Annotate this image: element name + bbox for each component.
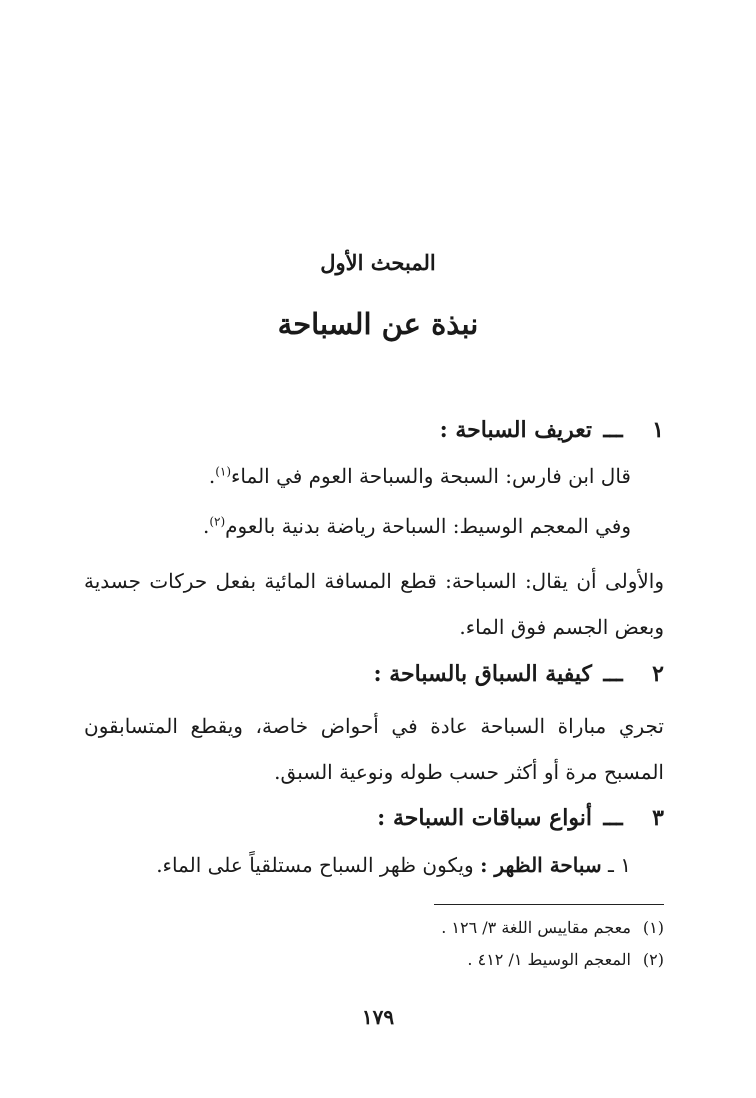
page-number: ١٧٩ — [361, 1005, 395, 1029]
body-paragraph: والأولى أن يقال: السباحة: قطع المسافة المائية بفعل حركات جسدية وبعض الجسم فوق الماء. — [84, 569, 664, 639]
section-number: ١ — [652, 417, 664, 443]
section-dash: ـــ — [603, 805, 623, 831]
section-1-heading — [440, 417, 664, 443]
item-text: ويكون ظهر السباح مستلقياً على الماء. — [156, 853, 474, 877]
footnote-number: (٢) — [642, 950, 664, 969]
footnote-text: معجم مقاييس اللغة ٣/ ١٢٦ . — [441, 918, 631, 937]
section-2-heading — [373, 661, 664, 687]
section-dash: ـــ — [603, 661, 623, 687]
page-title: نبذة عن السباحة — [277, 307, 479, 341]
body-paragraph: تجري مباراة السباحة عادة في أحواض خاصة، ويقطع المتسابقون المسبح مرة أو أكثر حسب طوله ونوعية السبق. — [84, 714, 664, 784]
subsection-item — [156, 853, 631, 877]
definition-line — [209, 464, 631, 488]
definition-text: وفي المعجم الوسيط: السباحة رياضة بدنية بالعوم — [225, 514, 631, 538]
footnote-number: (١) — [642, 918, 664, 937]
section-title: أنواع سباقات السباحة : — [377, 805, 592, 831]
definition-line — [203, 514, 631, 538]
footnote-ref: (٢) — [209, 514, 226, 529]
footnote — [467, 950, 664, 969]
footnote — [441, 918, 664, 937]
section-number: ٣ — [652, 805, 664, 831]
item-dash: ـ — [608, 853, 614, 877]
section-title: تعريف السباحة : — [439, 417, 592, 443]
footnote-ref: (١) — [215, 464, 232, 479]
sentence-end: . — [208, 464, 216, 488]
section-dash: ـــ — [603, 417, 623, 443]
section-number: ٢ — [652, 661, 664, 687]
item-number: ١ — [620, 853, 631, 877]
section-title: كيفية السباق بالسباحة : — [373, 661, 592, 687]
sentence-end: . — [202, 514, 210, 538]
chapter-heading: المبحث الأول — [320, 250, 436, 275]
item-title: سباحة الظهر : — [480, 853, 602, 877]
section-3-heading — [377, 805, 664, 831]
definition-text: قال ابن فارس: السبحة والسباحة العوم في الماء — [231, 464, 631, 488]
footnote-separator — [434, 904, 664, 905]
footnote-text: المعجم الوسيط ١/ ٤١٢ . — [467, 950, 631, 969]
